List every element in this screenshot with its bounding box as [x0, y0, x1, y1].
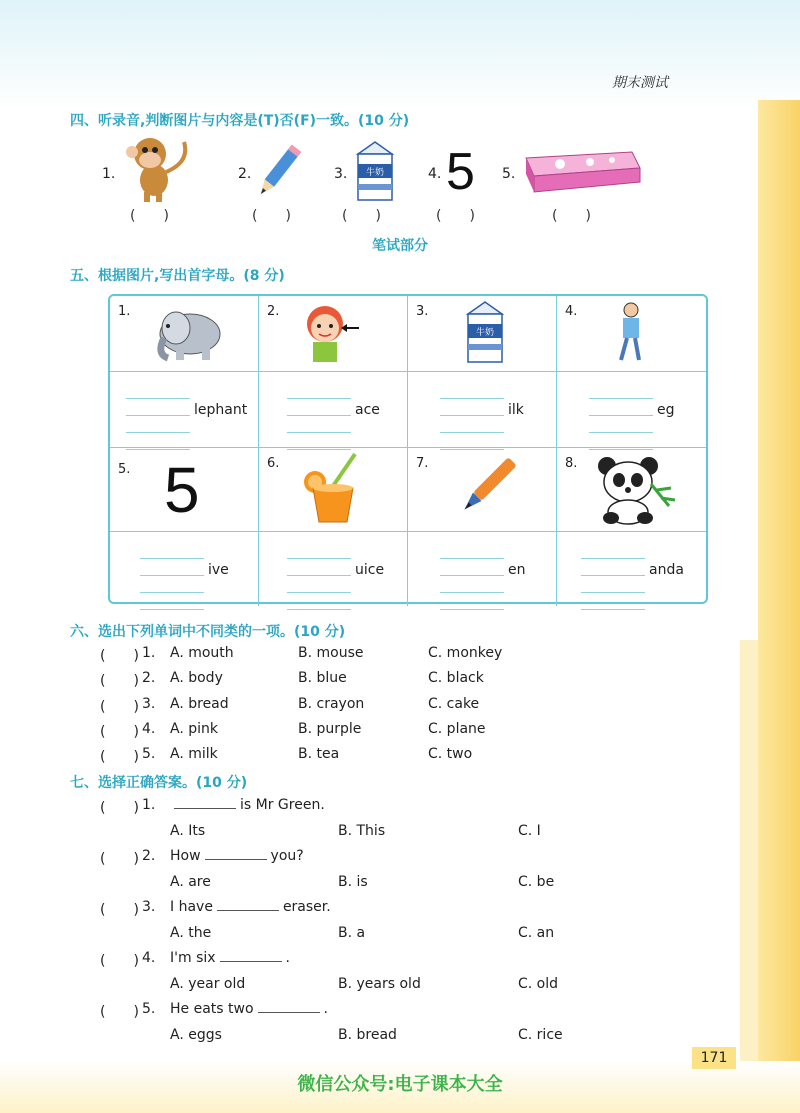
answer-paren[interactable]: ( ) — [100, 1004, 139, 1020]
write-lines[interactable] — [581, 542, 645, 610]
write-lines[interactable] — [589, 382, 653, 450]
answer-blank[interactable] — [205, 859, 267, 860]
right-decor-strip-inner — [740, 640, 758, 1113]
write-cell-2[interactable]: ace — [259, 372, 408, 448]
s4-num-1: 1. — [102, 166, 116, 182]
answer-blank[interactable] — [220, 961, 282, 962]
write-lines[interactable] — [287, 382, 351, 450]
section4-title: 四、听录音,判断图片与内容是(T)否(F)一致。(10 分) — [70, 113, 410, 129]
initial-letter-table — [108, 294, 708, 604]
section5-title: 五、根据图片,写出首字母。(8 分) — [70, 268, 285, 284]
section6-title: 六、选出下列单词中不同类的一项。(10 分) — [70, 624, 346, 640]
section7-title: 七、选择正确答案。(10 分) — [70, 775, 248, 791]
panda-icon — [591, 454, 677, 526]
answer-paren[interactable]: ( ) — [100, 724, 139, 740]
picture-cell-3: 3. 牛奶 — [408, 296, 557, 372]
picture-cell-4: 4. — [557, 296, 706, 372]
write-cell-5[interactable]: ive — [110, 532, 259, 606]
answer-blank[interactable] — [258, 1012, 320, 1013]
number-five-icon-2: 5 — [164, 454, 200, 526]
header-label: 期末测试 — [612, 75, 668, 91]
s4-paren-3: ( ) — [342, 208, 381, 224]
picture-cell-2: 2. — [259, 296, 408, 372]
write-cell-4[interactable]: eg — [557, 372, 706, 448]
s4-paren-2: ( ) — [252, 208, 291, 224]
write-lines[interactable] — [440, 382, 504, 450]
face-icon — [295, 302, 365, 366]
s4-paren-4: ( ) — [436, 208, 475, 224]
answer-paren[interactable]: ( ) — [100, 953, 139, 969]
svg-text:牛奶: 牛奶 — [365, 168, 385, 178]
milk-carton-icon — [352, 140, 398, 202]
answer-blank[interactable] — [217, 910, 279, 911]
footer-watermark: 微信公众号:电子课本大全 — [297, 1074, 503, 1095]
s4-num-3: 3. — [334, 166, 348, 182]
s4-num-5: 5. — [502, 166, 516, 182]
page-number: 171 — [692, 1047, 736, 1069]
written-part-title: 笔试部分 — [372, 238, 428, 254]
write-cell-8[interactable]: anda — [557, 532, 706, 606]
s4-paren-5: ( ) — [552, 208, 591, 224]
answer-paren[interactable]: ( ) — [100, 699, 139, 715]
answer-paren[interactable]: ( ) — [100, 800, 139, 816]
monkey-icon — [118, 132, 198, 202]
write-lines[interactable] — [287, 542, 351, 610]
answer-paren[interactable]: ( ) — [100, 648, 139, 664]
write-cell-1[interactable]: lephant — [110, 372, 259, 448]
write-cell-7[interactable]: en — [408, 532, 557, 606]
number-five-icon: 5 — [446, 143, 475, 201]
boy-leg-icon — [609, 300, 649, 366]
s4-num-4: 4. — [428, 166, 442, 182]
write-lines[interactable] — [440, 542, 504, 610]
picture-cell-5: 5. 5 — [110, 448, 259, 532]
elephant-icon — [146, 302, 226, 364]
answer-blank[interactable] — [174, 808, 236, 809]
write-cell-6[interactable]: uice — [259, 532, 408, 606]
pen-icon — [448, 454, 522, 524]
answer-paren[interactable]: ( ) — [100, 673, 139, 689]
juice-icon — [299, 452, 369, 526]
s4-num-2: 2. — [238, 166, 252, 182]
answer-paren[interactable]: ( ) — [100, 749, 139, 765]
s4-paren-1: ( ) — [130, 208, 169, 224]
picture-cell-7: 7. — [408, 448, 557, 532]
picture-cell-6: 6. — [259, 448, 408, 532]
answer-paren[interactable]: ( ) — [100, 902, 139, 918]
picture-cell-8: 8. — [557, 448, 706, 532]
top-band — [0, 0, 800, 110]
pencil-icon — [254, 142, 302, 202]
write-lines[interactable] — [126, 382, 190, 450]
svg-text:牛奶: 牛奶 — [475, 328, 495, 338]
pencil-box-icon — [520, 148, 642, 196]
milk-carton-icon-2 — [462, 300, 508, 366]
write-lines[interactable] — [140, 542, 204, 610]
answer-paren[interactable]: ( ) — [100, 851, 139, 867]
picture-cell-1: 1. — [110, 296, 259, 372]
write-cell-3[interactable]: ilk — [408, 372, 557, 448]
